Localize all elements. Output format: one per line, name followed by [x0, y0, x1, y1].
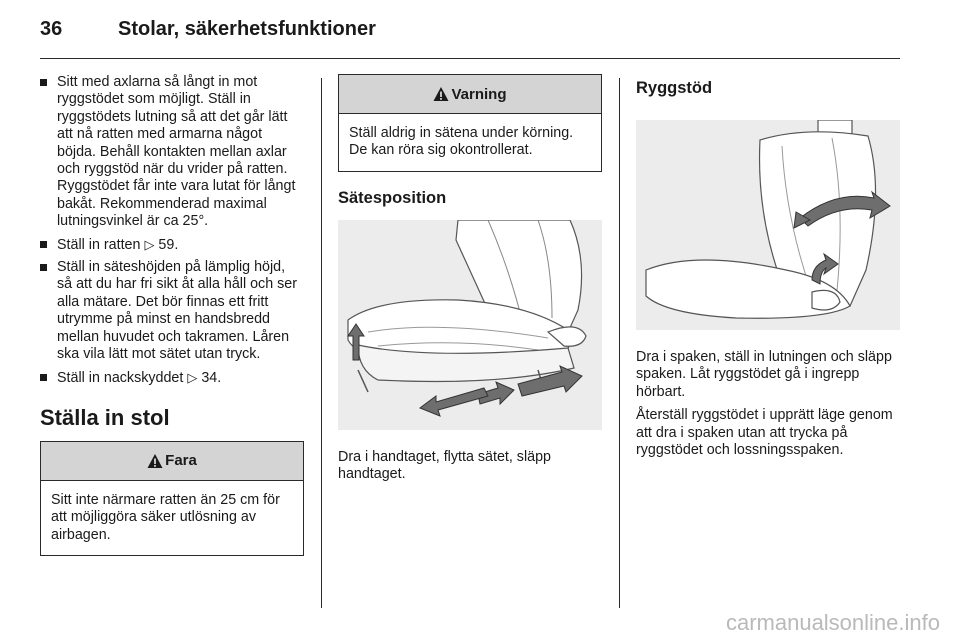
column-divider-2	[619, 78, 620, 608]
page-header	[40, 18, 376, 48]
danger-box	[40, 441, 304, 556]
column-divider-1	[321, 78, 322, 608]
list-item	[40, 236, 304, 254]
warning-box-label: Varning	[451, 85, 507, 103]
warning-triangle-icon	[147, 453, 163, 469]
page-reference[interactable]: 59.	[158, 236, 179, 253]
column-1	[40, 74, 304, 556]
column-3	[636, 74, 900, 465]
page-reference-arrow-icon: ▷	[144, 236, 155, 252]
warning-box-header	[339, 75, 601, 114]
page-reference-arrow-icon: ▷	[187, 369, 198, 385]
square-bullet-icon	[40, 374, 47, 381]
instruction-list	[40, 74, 304, 387]
list-item	[40, 369, 304, 387]
page-reference[interactable]: 34.	[201, 369, 222, 386]
square-bullet-icon	[40, 264, 47, 271]
danger-box-text: Sitt inte närmare ratten än 25 cm för att möjliggöra säker utlösning av airbagen.	[51, 491, 280, 543]
list-item-text: Ställ in ratten	[57, 236, 141, 253]
warning-box	[338, 74, 602, 172]
square-bullet-icon	[40, 79, 47, 86]
list-item	[40, 74, 304, 231]
subsection-title: Ryggstöd	[636, 79, 713, 97]
danger-box-label: Fara	[165, 452, 197, 470]
section-title: Ställa in stol	[40, 404, 170, 430]
header-divider	[40, 58, 900, 59]
subsection-title: Sätesposition	[338, 188, 447, 207]
page-title: Stolar, säkerhetsfunktioner	[118, 18, 376, 40]
list-item-text: Sitt med axlarna så långt in mot ryggstödet som möjligt. Ställ in ryggstödets lutning så att det går lätt att nå ratten med armarna något böjda. Behåll kontakten mellan axlar och ryggstöd när du vrider på ratten. Ryggstödet får inte vara lutat för långt bakåt. Rekommenderad maximal lutningsvinkel är ca 25°.	[57, 74, 296, 230]
seat-position-illustration	[338, 220, 602, 430]
list-item-text: Ställ in säteshöjden på lämplig höjd, så att du har fri sikt åt alla håll och ser alla mätare. Det bör finnas ett fritt utrymme på minst en handsbredd mellan huvudet och takramen. Låren ska vila lätt mot sätet utan tryck.	[57, 259, 297, 363]
danger-box-header	[41, 442, 303, 481]
warning-triangle-icon	[433, 86, 449, 102]
warning-box-text: Ställ aldrig in sätena under körning. De kan röra sig okontrollerat.	[349, 125, 574, 159]
backrest-illustration	[636, 120, 900, 330]
figure-caption: Dra i handtaget, flytta sätet, släpp handtaget.	[338, 448, 551, 483]
page-number: 36	[40, 18, 63, 40]
column-2	[338, 74, 602, 490]
list-item-text: Ställ in nackskyddet	[57, 369, 184, 386]
paragraph: Återställ ryggstödet i upprätt läge genom att dra i spaken utan att trycka på ryggstödet och lossningsspaken.	[636, 407, 893, 459]
list-item	[40, 259, 304, 363]
square-bullet-icon	[40, 241, 47, 248]
paragraph: Dra i spaken, ställ in lutningen och släpp spaken. Låt ryggstödet gå i ingrepp hörbart.	[636, 349, 892, 400]
watermark: carmanualsonline.info	[725, 610, 940, 635]
